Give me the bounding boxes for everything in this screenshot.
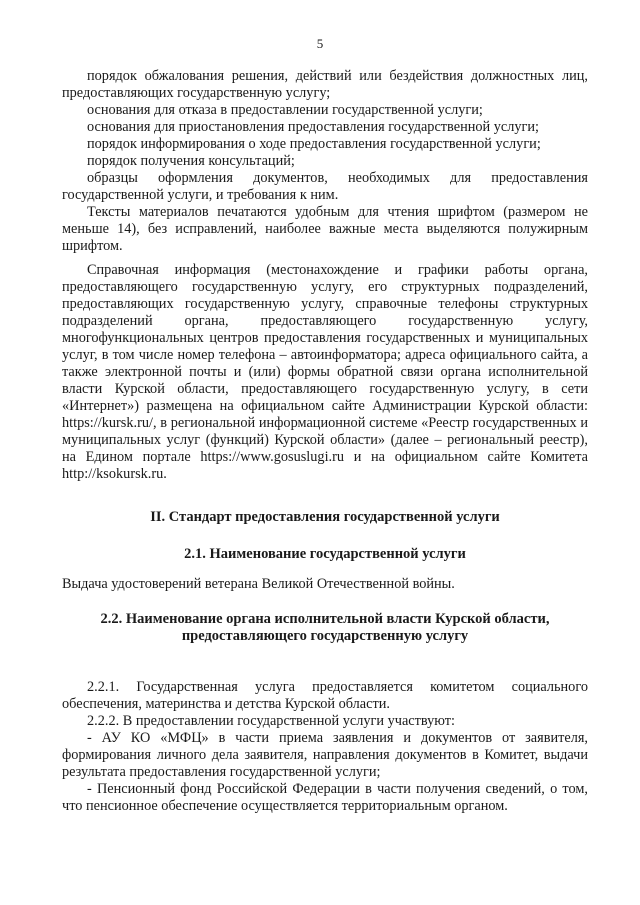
list-item: основания для приостановления предоставления государственной услуги; — [87, 119, 540, 135]
requirements-list — [62, 68, 588, 255]
subsection-2-2-title-line1: 2.2. Наименование органа исполнительной власти Курской области, — [100, 611, 550, 627]
reference-paragraph: Справочная информация (местонахождение и графики работы органа, предоставляющего государственную услугу, его структурных подразделений, предоставляющих государственную услугу, справочные телефоны структурных подразделений органа, предоставляющего государственную услугу, многофункциональных центров предоставления государственных и муниципальных услуг, в том числе номер телефона – автоинформатора; адреса официального сайта, а также электронной почты и (или) формы обратной связи органа исполнительной власти Курской области, предоставляющего государственную услугу, в сети «Интернет») размещена на официальном сайте Администрации Курской области: https://kursk.ru/, в региональной информационной системе «Реестр государственных и муниципальных услуг (функций) Курской области» (далее – региональный реестр), на Едином портале https://www.gosuslugi.ru и на официальном сайте Комитета http://ksokursk.ru. — [62, 262, 588, 482]
subsection-2-2-title-line2: предоставляющего государственную услугу — [181, 628, 469, 644]
subsection-2-2-body — [62, 679, 588, 815]
reference-info — [62, 262, 588, 483]
subsection-2-1-title: 2.1. Наименование государственной услуги — [184, 546, 466, 562]
subsection-2-2-title — [62, 611, 588, 645]
list-item: порядок информирования о ходе предоставления государственной услуги; — [87, 136, 541, 152]
list-item: основания для отказа в предоставлении государственной услуги; — [87, 102, 483, 118]
paragraph-2-2-1: 2.2.1. Государственная услуга предоставляется комитетом социального обеспечения, материнства и детства Курской области. — [62, 679, 588, 712]
list-item: образцы оформления документов, необходимых для предоставления государственной услуги, и требования к ним. — [62, 170, 588, 203]
paragraph-2-2-2: 2.2.2. В предоставлении государственной услуги участвуют: — [87, 713, 456, 729]
list-item: порядок обжалования решения, действий или бездействия должностных лиц, предоставляющих государственную услугу; — [62, 68, 588, 101]
participant-item: - Пенсионный фонд Российской Федерации в части получения сведений, о том, что пенсионное обеспечение осуществляется территориальным органом. — [62, 781, 588, 814]
section-2-title: II. Стандарт предоставления государственной услуги — [150, 509, 500, 525]
list-item: порядок получения консультаций; — [87, 153, 295, 169]
subsection-2-1-text: Выдача удостоверений ветерана Великой Отечественной войны. — [62, 576, 455, 592]
texts-paragraph: Тексты материалов печатаются удобным для чтения шрифтом (размером не меньше 14), без исправлений, наиболее важные места выделяются полужирным шрифтом. — [62, 204, 588, 254]
participant-item: - АУ КО «МФЦ» в части приема заявления и документов от заявителя, формирования личного дела заявителя, направления документов в Комитет, выдачи результата предоставления государственной услуги; — [62, 730, 588, 780]
page-number: 5 — [316, 36, 324, 51]
